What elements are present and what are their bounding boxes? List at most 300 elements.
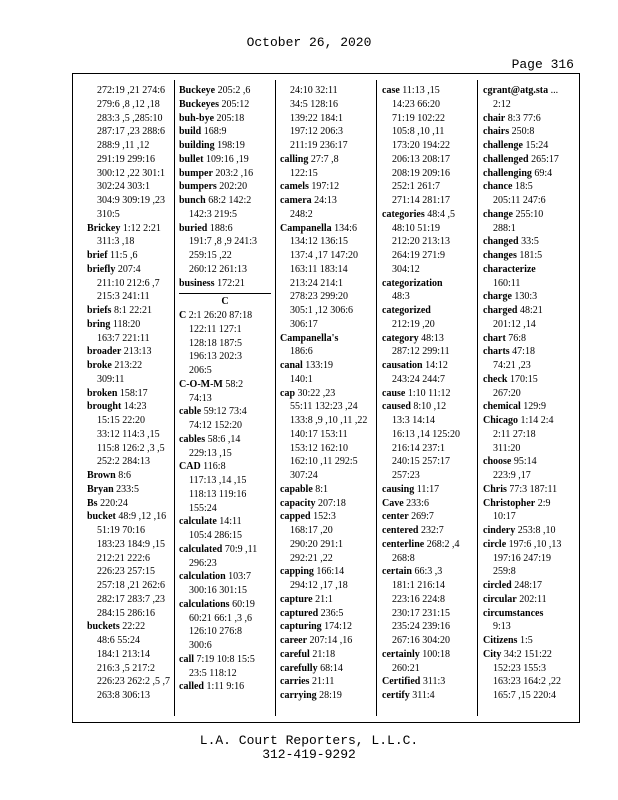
page-line-refs: 202:20: [219, 181, 248, 193]
page-line-refs-continued: 140:1: [290, 373, 313, 385]
index-word: Buckeye: [179, 85, 216, 96]
page-line-refs: 77:3 187:11: [509, 483, 558, 495]
page-line-refs: 129:9: [523, 401, 547, 413]
page-line-refs: 14:23: [123, 401, 147, 413]
page-line-refs: 213:13: [123, 346, 152, 358]
page-line-refs: 220:24: [100, 497, 128, 509]
page-line-refs: 188:6: [209, 222, 233, 234]
index-entry: [280, 387, 372, 401]
page-line-refs-continued: 267:20: [493, 387, 521, 399]
page-line-refs-continued: 173:20 194:22: [392, 140, 451, 151]
page-line-refs-continued: 223:9 ,17: [493, 470, 531, 481]
index-entry: [179, 139, 271, 153]
page-line-refs: 1:5: [519, 635, 533, 646]
page-line-refs-continued: 183:23 184:9 ,15: [97, 538, 166, 550]
index-entry: [382, 277, 474, 291]
index-entry: [382, 510, 474, 524]
index-entry: [483, 373, 575, 387]
page-line-refs: 24:13: [314, 195, 337, 206]
page-line-refs-continued: 206:5: [189, 365, 212, 376]
page-line-refs-continued: 226:23 257:15: [97, 566, 156, 578]
page-line-refs: 269:7: [411, 511, 434, 523]
index-entry: [179, 460, 271, 474]
index-entry: [179, 543, 271, 557]
page-line-refs: 1:14 2:4: [520, 415, 554, 426]
page-line-refs-continued: 23:5 118:12: [189, 667, 237, 679]
page-line-refs: 233:5: [116, 483, 139, 495]
index-word: centerline: [382, 538, 425, 550]
page-line-refs-continued: 163:7 221:11: [97, 332, 150, 344]
page-line-refs: 205:2 ,6: [217, 85, 251, 96]
page-line-refs-continued: 288:9 ,11 ,12: [97, 140, 150, 151]
page-line-refs-continued: 305:1 ,12 306:6: [290, 305, 354, 316]
index-word: categorized: [382, 305, 431, 316]
reporter-company: L.A. Court Reporters, L.L.C.: [199, 733, 419, 748]
index-word: capable: [280, 483, 313, 495]
page-line-refs: 233:6: [406, 497, 429, 509]
index-entry: [483, 84, 575, 98]
index-word: Brickey: [87, 222, 121, 234]
index-word: Certified: [382, 676, 421, 688]
page-line-refs-continued: 48:10 51:19: [392, 222, 441, 234]
page-line-refs: 8:1: [315, 483, 329, 495]
index-word: characterize: [483, 263, 536, 275]
page-line-refs: 100:18: [422, 648, 451, 660]
index-word: chairs: [483, 126, 510, 138]
index-entry: [87, 345, 179, 359]
index-entry: [280, 222, 372, 236]
index-entry: [280, 662, 372, 676]
page-line-refs: 28:19: [319, 690, 342, 701]
page-line-refs-continued: 139:22 184:1: [290, 112, 344, 124]
page-line-refs-continued: 226:23 262:2 ,5 ,7: [97, 676, 171, 688]
index-entry: [280, 153, 372, 167]
page-line-refs-continued: 153:12 162:10: [290, 442, 349, 454]
index-word: cap: [280, 387, 295, 399]
index-word: calculations: [179, 598, 230, 610]
page-line-refs: 33:5: [521, 236, 539, 248]
page-line-refs-continued: 24:10 32:11: [290, 85, 338, 96]
page-line-refs-continued: 105:4 286:15: [189, 530, 243, 541]
index-entry: [382, 689, 474, 703]
page-line-refs-continued: 304:9 309:19 ,23: [97, 195, 166, 206]
index-entry: [87, 222, 179, 236]
section-letter-heading: C: [179, 293, 271, 309]
page-line-refs: 202:11: [519, 593, 547, 605]
page-line-refs: ...: [550, 85, 559, 96]
index-entry: [382, 400, 474, 414]
index-word: call: [179, 653, 194, 665]
reporter-phone: 312-419-9292: [262, 747, 356, 762]
page-line-refs-continued: 142:3 219:5: [189, 208, 238, 220]
index-word: categorization: [382, 277, 443, 289]
page-line-refs: 30:22 ,23: [297, 387, 336, 399]
page-line-refs: 76:8: [508, 332, 527, 344]
page-line-refs-continued: 292:21 ,22: [290, 552, 333, 564]
page-line-refs: 232:7: [420, 525, 444, 536]
page-line-refs: 213:22: [114, 360, 143, 371]
index-entry: [280, 648, 372, 662]
page-line-refs-continued: 74:21 ,23: [493, 360, 531, 371]
index-word: Campanella: [280, 222, 332, 234]
index-entry: [483, 263, 575, 277]
page-line-refs-continued: 215:3 241:11: [97, 291, 150, 303]
index-entry: [483, 208, 575, 222]
index-word: broke: [87, 360, 112, 371]
index-entry: [179, 125, 271, 139]
page-line-refs: 66:3 ,3: [414, 566, 443, 578]
index-word: camels: [280, 181, 309, 193]
page-line-refs-continued: 248:2: [290, 208, 313, 220]
page-line-refs: 2:1 26:20 87:18: [188, 310, 253, 321]
page-line-refs-continued: 296:23: [189, 557, 217, 569]
index-entry: [179, 194, 271, 208]
page-line-refs: 58:6 ,14: [207, 433, 241, 445]
page-line-refs-continued: 122:15: [290, 167, 318, 179]
index-entry: [87, 497, 179, 511]
index-entry: [382, 387, 474, 401]
page-line-refs-continued: 206:13 208:17: [392, 153, 451, 165]
page-line-refs: 174:12: [324, 621, 352, 633]
page-line-refs: 95:14: [513, 456, 537, 468]
index-word: buckets: [87, 621, 120, 633]
page-line-refs-continued: 212:19 ,20: [392, 318, 435, 330]
index-word: chance: [483, 181, 513, 193]
index-entry: [87, 304, 179, 318]
page-line-refs: 8:1 22:21: [113, 305, 153, 316]
page-line-refs: 59:12 73:4: [203, 406, 247, 418]
index-word: captured: [280, 607, 319, 619]
page-line-refs-continued: 300:6: [189, 640, 212, 651]
page-line-refs-continued: 304:12: [392, 263, 420, 275]
page-line-refs: 109:16 ,19: [205, 153, 249, 165]
page-line-refs: 48:9 ,12 ,16: [118, 511, 167, 523]
page-line-refs-continued: 155:24: [189, 502, 217, 514]
page-line-refs-continued: 283:3 ,5 ,285:10: [97, 112, 163, 124]
page-line-refs: 197:12: [311, 181, 340, 193]
page-line-refs-continued: 115:8 126:2 ,3 ,5: [97, 442, 165, 454]
page-line-refs: 15:24: [525, 140, 549, 151]
index-entry: [179, 167, 271, 181]
page-line-refs-continued: 197:12 206:3: [290, 126, 344, 138]
page-line-refs-continued: 196:13 202:3: [189, 351, 243, 363]
index-entry: [382, 565, 474, 579]
page-line-refs: 116:8: [203, 461, 226, 473]
index-frame: [72, 73, 580, 723]
page-line-refs: 11:13 ,15: [402, 85, 440, 96]
page-line-refs: 311:4: [412, 690, 435, 701]
index-entry: [483, 167, 575, 181]
index-word: cgrant@atg.sta: [483, 85, 549, 96]
page-line-refs: 103:7: [228, 571, 251, 583]
index-word: buh-bye: [179, 112, 215, 124]
index-word: causing: [382, 483, 415, 495]
page-line-refs-continued: 208:19 209:16: [392, 167, 451, 179]
page-line-refs-continued: 2:11 27:18: [493, 428, 536, 440]
index-entry: [179, 433, 271, 447]
index-entry: [382, 359, 474, 373]
page-line-refs-continued: 288:1: [493, 222, 516, 234]
index-word: change: [483, 208, 513, 220]
page-line-refs-continued: 15:15 22:20: [97, 415, 146, 426]
page-line-refs: 198:19: [217, 140, 245, 151]
index-word: center: [382, 511, 409, 523]
page-line-refs: 48:13: [421, 332, 444, 344]
page-line-refs-continued: 260:21: [392, 662, 420, 674]
index-word: certainly: [382, 648, 420, 660]
index-entry: [179, 98, 271, 112]
page-line-refs: 265:17: [531, 153, 559, 165]
page-line-refs: 172:21: [217, 277, 245, 289]
index-word: chemical: [483, 401, 521, 413]
index-entry: [280, 689, 372, 703]
index-word: charge: [483, 291, 512, 303]
index-word: Citizens: [483, 635, 518, 646]
index-word: canal: [280, 360, 303, 371]
page-line-refs-continued: 33:12 114:3 ,15: [97, 428, 160, 440]
page-line-refs-continued: 211:19 236:17: [290, 140, 348, 151]
page-line-refs-continued: 186:6: [290, 346, 313, 358]
index-word: C-O-M-M: [179, 378, 223, 390]
index-word: case: [382, 85, 400, 96]
page-line-refs-continued: 48:6 55:24: [97, 635, 141, 646]
index-word: career: [280, 635, 308, 646]
index-word: business: [179, 277, 215, 289]
index-entry: [382, 524, 474, 538]
page-line-refs: 1:10 11:12: [407, 387, 451, 399]
page-line-refs-continued: 181:1 216:14: [392, 580, 446, 591]
page-line-refs: 181:5: [519, 250, 543, 261]
index-word: broader: [87, 346, 122, 358]
index-word: Christopher: [483, 497, 536, 509]
page-line-refs-continued: 197:16 247:19: [493, 552, 552, 564]
page-line-refs: 47:18: [512, 346, 535, 358]
index-word: causation: [382, 360, 423, 371]
page-line-refs: 69:4: [534, 167, 553, 179]
page-line-refs-continued: 55:11 132:23 ,24: [290, 401, 358, 413]
page-line-refs: 2:9: [537, 497, 551, 509]
page-line-refs-continued: 126:10 276:8: [189, 626, 243, 638]
index-entry: [87, 400, 179, 414]
page-line-refs: 48:21: [519, 305, 543, 316]
index-word: build: [179, 126, 202, 138]
index-column-5: [483, 84, 575, 703]
page-line-refs: 14:11: [219, 516, 242, 528]
page-line-refs: 27:7 ,8: [310, 153, 339, 165]
page-line-refs-continued: 264:19 271:9: [392, 250, 446, 261]
page-line-refs: 253:8 ,10: [517, 525, 556, 536]
index-entry: [179, 653, 271, 667]
index-word: certify: [382, 690, 410, 701]
index-word: carefully: [280, 662, 318, 674]
index-entry: [179, 112, 271, 126]
index-word: capture: [280, 593, 313, 605]
index-entry: [483, 648, 575, 662]
index-entry: [87, 359, 179, 373]
index-word: calculated: [179, 543, 223, 555]
page-line-refs-continued: 212:20 213:13: [392, 236, 451, 248]
page-line-refs-continued: 137:4 ,17 147:20: [290, 250, 359, 261]
page-line-refs: 205:18: [216, 112, 245, 124]
index-entry: [382, 538, 474, 552]
index-word: challenging: [483, 167, 532, 179]
page-line-refs-continued: 311:3 ,18: [97, 236, 135, 248]
index-word: calculate: [179, 516, 217, 528]
index-entry: [280, 675, 372, 689]
page-line-refs-continued: 311:20: [493, 442, 521, 454]
page-line-refs-continued: 260:12 261:13: [189, 263, 248, 275]
index-word: briefly: [87, 263, 116, 275]
index-word: CAD: [179, 461, 201, 473]
index-word: centered: [382, 525, 419, 536]
index-entry: [179, 180, 271, 194]
index-word: calculation: [179, 571, 226, 583]
page-line-refs-continued: 278:23 299:20: [290, 291, 349, 303]
page-line-refs-continued: 306:17: [290, 318, 318, 330]
index-word: Chris: [483, 483, 507, 495]
index-word: challenged: [483, 153, 529, 165]
index-word: categories: [382, 208, 425, 220]
index-column-3: [280, 84, 372, 703]
index-word: capacity: [280, 497, 316, 509]
index-entry: [483, 304, 575, 318]
page-line-refs-continued: 16:13 ,14 125:20: [392, 428, 461, 440]
page-line-refs: 70:9 ,11: [224, 543, 258, 555]
index-word: bring: [87, 318, 111, 330]
page-line-refs: 8:3 77:6: [507, 112, 541, 124]
page-line-refs: 21:11: [311, 676, 335, 688]
page-line-refs-continued: 10:17: [493, 511, 516, 523]
page-line-refs: 311:3: [422, 676, 446, 688]
page-line-refs: 152:3: [313, 511, 336, 523]
page-line-refs: 158:17: [119, 387, 148, 399]
page-line-refs-continued: 259:8: [493, 566, 516, 578]
page-line-refs: 255:10: [515, 208, 544, 220]
page-line-refs-continued: 51:19 70:16: [97, 525, 146, 536]
page-line-refs: 250:8: [511, 126, 535, 138]
index-word: challenge: [483, 140, 523, 151]
page-line-refs: 197:6 ,10 ,13: [508, 538, 562, 550]
index-word: capping: [280, 566, 314, 578]
page-line-refs: 133:19: [305, 360, 334, 371]
index-entry: [280, 497, 372, 511]
page-line-refs-continued: 300:12 ,22 301:1: [97, 167, 166, 179]
index-entry: [87, 469, 179, 483]
page-line-refs-continued: 74:13: [189, 392, 212, 404]
page-line-refs-continued: 211:10 212:6 ,7: [97, 277, 160, 289]
index-entry: [382, 483, 474, 497]
index-entry: [280, 510, 372, 524]
index-entry: [179, 680, 271, 694]
index-word: Cave: [382, 497, 404, 509]
page-line-refs-continued: 252:2 284:13: [97, 456, 151, 468]
page-line-refs-continued: 240:15 257:17: [392, 456, 451, 468]
index-word: calling: [280, 153, 309, 165]
column-divider: [477, 80, 478, 716]
index-entry: [179, 405, 271, 419]
index-entry: [483, 345, 575, 359]
page-line-refs-continued: 272:19 ,21 274:6: [97, 85, 166, 96]
index-word: brief: [87, 250, 108, 261]
index-word: cable: [179, 406, 202, 418]
index-entry: [382, 208, 474, 222]
index-word: Bryan: [87, 483, 114, 495]
page-line-refs-continued: 213:24 214:1: [290, 277, 344, 289]
transcript-date: October 26, 2020: [246, 35, 372, 50]
page-line-refs-continued: 287:12 299:11: [392, 346, 450, 358]
page-line-refs-continued: 257:23: [392, 470, 420, 481]
page-line-refs-continued: 168:17 ,20: [290, 525, 333, 536]
index-entry: [179, 515, 271, 529]
page-line-refs-continued: 160:11: [493, 277, 521, 289]
page-line-refs-continued: 205:11 247:6: [493, 195, 546, 206]
index-entry: [483, 235, 575, 249]
index-entry: [483, 607, 575, 621]
index-word: choose: [483, 456, 512, 468]
index-entry: [483, 634, 575, 648]
page-line-refs: 11:5 ,6: [110, 250, 138, 261]
page-line-refs-continued: 290:20 291:1: [290, 538, 344, 550]
page-line-refs-continued: 310:5: [97, 208, 120, 220]
page-line-refs: 207:14 ,16: [309, 635, 353, 646]
index-word: chair: [483, 112, 506, 124]
index-entry: [483, 180, 575, 194]
column-divider: [174, 80, 175, 716]
index-entry: [483, 538, 575, 552]
index-entry: [280, 180, 372, 194]
page-line-refs-continued: 291:19 299:16: [97, 153, 156, 165]
page-line-refs: 11:17: [416, 483, 440, 495]
index-entry: [87, 483, 179, 497]
index-word: capped: [280, 511, 311, 523]
index-column-4: [382, 84, 474, 703]
page-line-refs-continued: 279:6 ,8 ,12 ,18: [97, 98, 160, 110]
index-word: buried: [179, 222, 208, 234]
page-line-refs: 236:5: [320, 607, 344, 619]
index-entry: [483, 593, 575, 607]
index-word: circle: [483, 538, 507, 550]
page-line-refs: 58:2: [225, 378, 244, 390]
page-line-refs-continued: 284:15 286:16: [97, 607, 156, 619]
page-line-refs: 118:20: [112, 318, 141, 330]
page-line-refs-continued: 300:16 301:15: [189, 585, 248, 596]
index-word: brought: [87, 401, 122, 413]
page-line-refs-continued: 268:8: [392, 552, 415, 564]
index-word: Brown: [87, 470, 116, 481]
index-word: bunch: [179, 195, 206, 206]
page-line-refs: 134:6: [334, 222, 357, 234]
page-line-refs-continued: 163:23 164:2 ,22: [493, 676, 562, 688]
index-word: carries: [280, 676, 310, 688]
index-word: changes: [483, 250, 517, 261]
page-line-refs-continued: 267:16 304:20: [392, 635, 451, 646]
index-word: cindery: [483, 525, 516, 536]
index-word: bumper: [179, 167, 213, 179]
page-number: Page 316: [511, 57, 574, 72]
index-word: careful: [280, 648, 310, 660]
index-entry: [179, 570, 271, 584]
page-line-refs-continued: 133:8 ,9 ,10 ,11 ,22: [290, 415, 368, 426]
index-entry: [87, 620, 179, 634]
page-line-refs: 166:14: [316, 566, 345, 578]
page-line-refs-continued: 229:13 ,15: [189, 447, 232, 459]
index-word: Buckeyes: [179, 98, 219, 110]
page-line-refs-continued: 9:13: [493, 621, 511, 633]
index-entry: [382, 84, 474, 98]
page-line-refs-continued: 48:3: [392, 291, 410, 303]
index-entry: [179, 378, 271, 392]
page-line-refs: 68:2 142:2: [208, 195, 252, 206]
